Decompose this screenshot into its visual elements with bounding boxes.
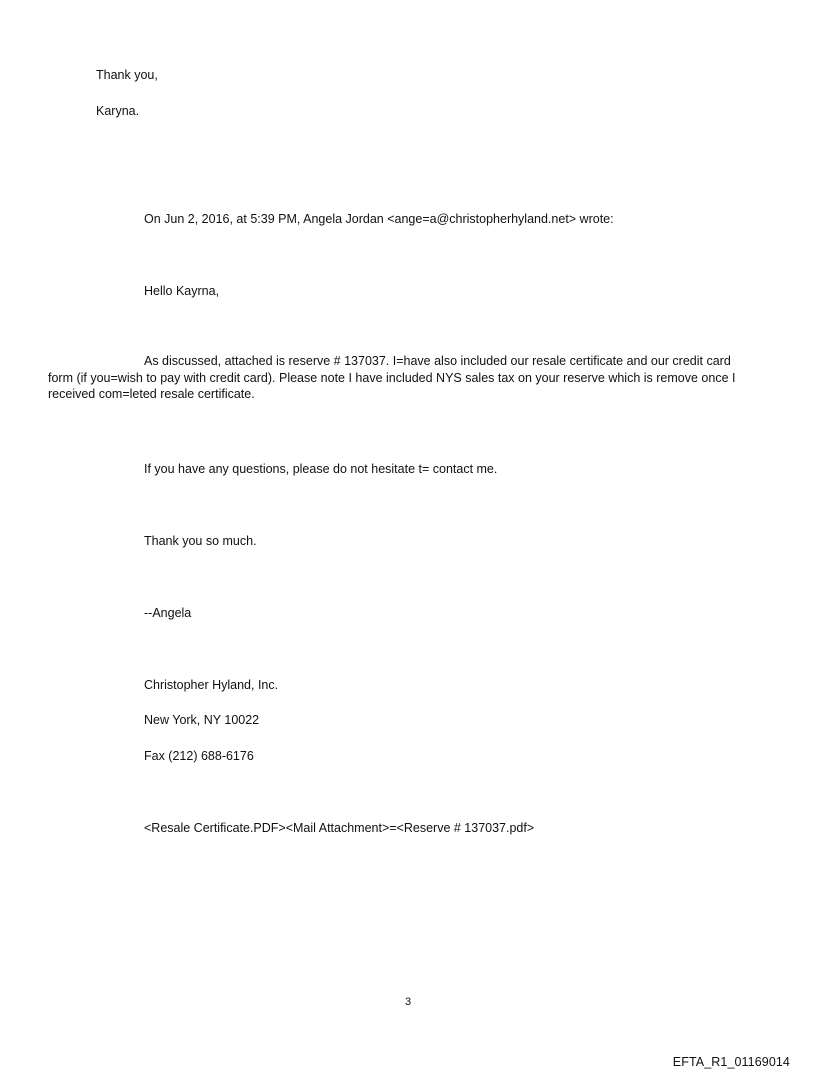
quoted-header: On Jun 2, 2016, at 5:39 PM, Angela Jordan <ange=a@christopherhyland.net> wrote: (144, 212, 614, 226)
quoted-thanks-line: Thank you so much. (144, 534, 257, 548)
signature-city: New York, NY 10022 (144, 713, 260, 727)
signature-company: Christopher Hyland, Inc. (144, 678, 279, 692)
document-id-footer: EFTA_R1_01169014 (672, 1055, 790, 1069)
sender-name: Karyna. (96, 104, 140, 118)
quoted-questions-line: If you have any questions, please do not hesitate t= contact me. (144, 462, 498, 476)
quoted-greeting: Hello Kayrna, (144, 284, 220, 298)
closing-line: Thank you, (96, 68, 158, 82)
page-number: 3 (404, 996, 412, 1008)
signature-fax: Fax (212) 688-6176 (144, 749, 254, 763)
quoted-body-paragraph: As discussed, attached is reserve # 137037. I=have also included our resale certificate and our credit card form (if you=wish to pay with credit card). Please note I have included NYS sales tax on your reserve which is remove once I received com=leted resale certificate. (48, 354, 736, 401)
attachments-line: <Resale Certificate.PDF><Mail Attachment>=<Reserve # 137037.pdf> (144, 821, 535, 835)
quoted-signoff: --Angela (144, 606, 192, 620)
